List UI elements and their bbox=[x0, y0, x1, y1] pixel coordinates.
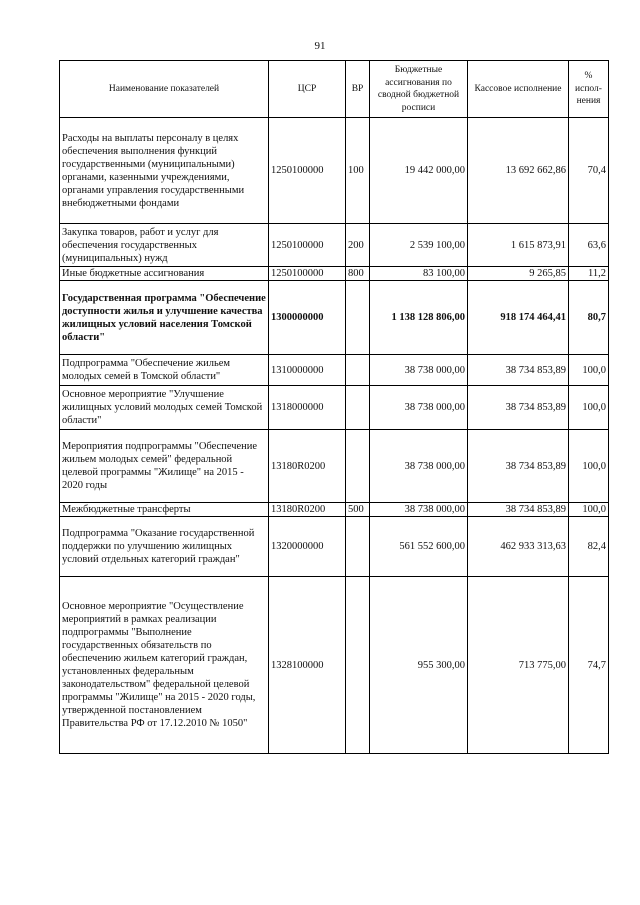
row-vr: 100 bbox=[346, 118, 370, 224]
row-allocations: 2 539 100,00 bbox=[370, 224, 468, 267]
row-allocations: 38 738 000,00 bbox=[370, 386, 468, 430]
page-number: 91 bbox=[314, 40, 326, 52]
row-name: Иные бюджетные ассигнования bbox=[60, 267, 269, 281]
row-vr bbox=[346, 386, 370, 430]
column-header-csr: ЦСР bbox=[269, 61, 346, 118]
row-percent: 100,0 bbox=[569, 386, 609, 430]
row-name: Подпрограмма "Оказание государственной поддержки по улучшению жилищных условий отдельных категорий граждан" bbox=[60, 517, 269, 577]
column-header-percent: % испол-нения bbox=[569, 61, 609, 118]
row-execution: 38 734 853,89 bbox=[468, 503, 569, 517]
row-execution: 9 265,85 bbox=[468, 267, 569, 281]
row-csr: 1250100000 bbox=[269, 267, 346, 281]
table-row bbox=[60, 503, 609, 517]
row-allocations: 1 138 128 806,00 bbox=[370, 281, 468, 355]
row-name: Основное мероприятие "Улучшение жилищных условий молодых семей Томской области" bbox=[60, 386, 269, 430]
table-row bbox=[60, 118, 609, 224]
row-name: Основное мероприятие "Осуществление мероприятий в рамках реализации подпрограммы "Выполнение государственных обязательств по обеспечению жильем категорий граждан, установленных федеральным законодательством" федеральной целевой программы "Жилище" на 2015 - 2020 годы, утвержденной постановлением Правительства РФ от 17.12.2010 № 1050" bbox=[60, 577, 269, 754]
table-row bbox=[60, 386, 609, 430]
column-header-allocations: Бюджетные ассигнования по сводной бюджетной росписи bbox=[370, 61, 468, 118]
row-percent: 100,0 bbox=[569, 430, 609, 503]
row-allocations: 38 738 000,00 bbox=[370, 430, 468, 503]
budget-table bbox=[59, 60, 609, 754]
column-header-name: Наименование показателей bbox=[60, 61, 269, 118]
row-percent: 11,2 bbox=[569, 267, 609, 281]
row-vr bbox=[346, 517, 370, 577]
row-allocations: 83 100,00 bbox=[370, 267, 468, 281]
row-name: Расходы на выплаты персоналу в целях обеспечения выполнения функций государственными (муниципальными) органами, казенными учреждениями, органами управления государственными внебюджетными фондами bbox=[60, 118, 269, 224]
row-name: Государственная программа "Обеспечение доступности жилья и улучшение качества жилищных условий населения Томской области" bbox=[60, 281, 269, 355]
row-csr: 1300000000 bbox=[269, 281, 346, 355]
row-vr: 500 bbox=[346, 503, 370, 517]
table-row bbox=[60, 577, 609, 754]
row-allocations: 38 738 000,00 bbox=[370, 355, 468, 386]
table-row bbox=[60, 517, 609, 577]
row-vr bbox=[346, 355, 370, 386]
row-execution: 713 775,00 bbox=[468, 577, 569, 754]
column-header-vr: ВР bbox=[346, 61, 370, 118]
table-header-row bbox=[60, 61, 609, 118]
row-csr: 13180R0200 bbox=[269, 503, 346, 517]
row-percent: 100,0 bbox=[569, 503, 609, 517]
row-allocations: 561 552 600,00 bbox=[370, 517, 468, 577]
table-row-program bbox=[60, 281, 609, 355]
table-row bbox=[60, 355, 609, 386]
row-percent: 82,4 bbox=[569, 517, 609, 577]
row-allocations: 955 300,00 bbox=[370, 577, 468, 754]
row-csr: 1328100000 bbox=[269, 577, 346, 754]
row-vr: 800 bbox=[346, 267, 370, 281]
row-execution: 38 734 853,89 bbox=[468, 386, 569, 430]
table-row bbox=[60, 224, 609, 267]
row-execution: 1 615 873,91 bbox=[468, 224, 569, 267]
row-execution: 38 734 853,89 bbox=[468, 355, 569, 386]
row-percent: 80,7 bbox=[569, 281, 609, 355]
row-execution: 462 933 313,63 bbox=[468, 517, 569, 577]
row-name: Мероприятия подпрограммы "Обеспечение жильем молодых семей" федеральной целевой программы "Жилище" на 2015 - 2020 годы bbox=[60, 430, 269, 503]
row-csr: 1250100000 bbox=[269, 224, 346, 267]
row-vr bbox=[346, 577, 370, 754]
row-percent: 70,4 bbox=[569, 118, 609, 224]
row-vr bbox=[346, 281, 370, 355]
row-csr: 13180R0200 bbox=[269, 430, 346, 503]
row-execution: 38 734 853,89 bbox=[468, 430, 569, 503]
row-csr: 1250100000 bbox=[269, 118, 346, 224]
table-row bbox=[60, 267, 609, 281]
column-header-execution: Кассовое исполнение bbox=[468, 61, 569, 118]
row-vr bbox=[346, 430, 370, 503]
row-allocations: 38 738 000,00 bbox=[370, 503, 468, 517]
row-name: Межбюджетные трансферты bbox=[60, 503, 269, 517]
row-name: Подпрограмма "Обеспечение жильем молодых семей в Томской области" bbox=[60, 355, 269, 386]
row-percent: 100,0 bbox=[569, 355, 609, 386]
row-execution: 13 692 662,86 bbox=[468, 118, 569, 224]
row-percent: 74,7 bbox=[569, 577, 609, 754]
row-percent: 63,6 bbox=[569, 224, 609, 267]
row-execution: 918 174 464,41 bbox=[468, 281, 569, 355]
table-row bbox=[60, 430, 609, 503]
row-allocations: 19 442 000,00 bbox=[370, 118, 468, 224]
row-csr: 1320000000 bbox=[269, 517, 346, 577]
row-csr: 1310000000 bbox=[269, 355, 346, 386]
row-vr: 200 bbox=[346, 224, 370, 267]
row-csr: 1318000000 bbox=[269, 386, 346, 430]
row-name: Закупка товаров, работ и услуг для обеспечения государственных (муниципальных) нужд bbox=[60, 224, 269, 267]
